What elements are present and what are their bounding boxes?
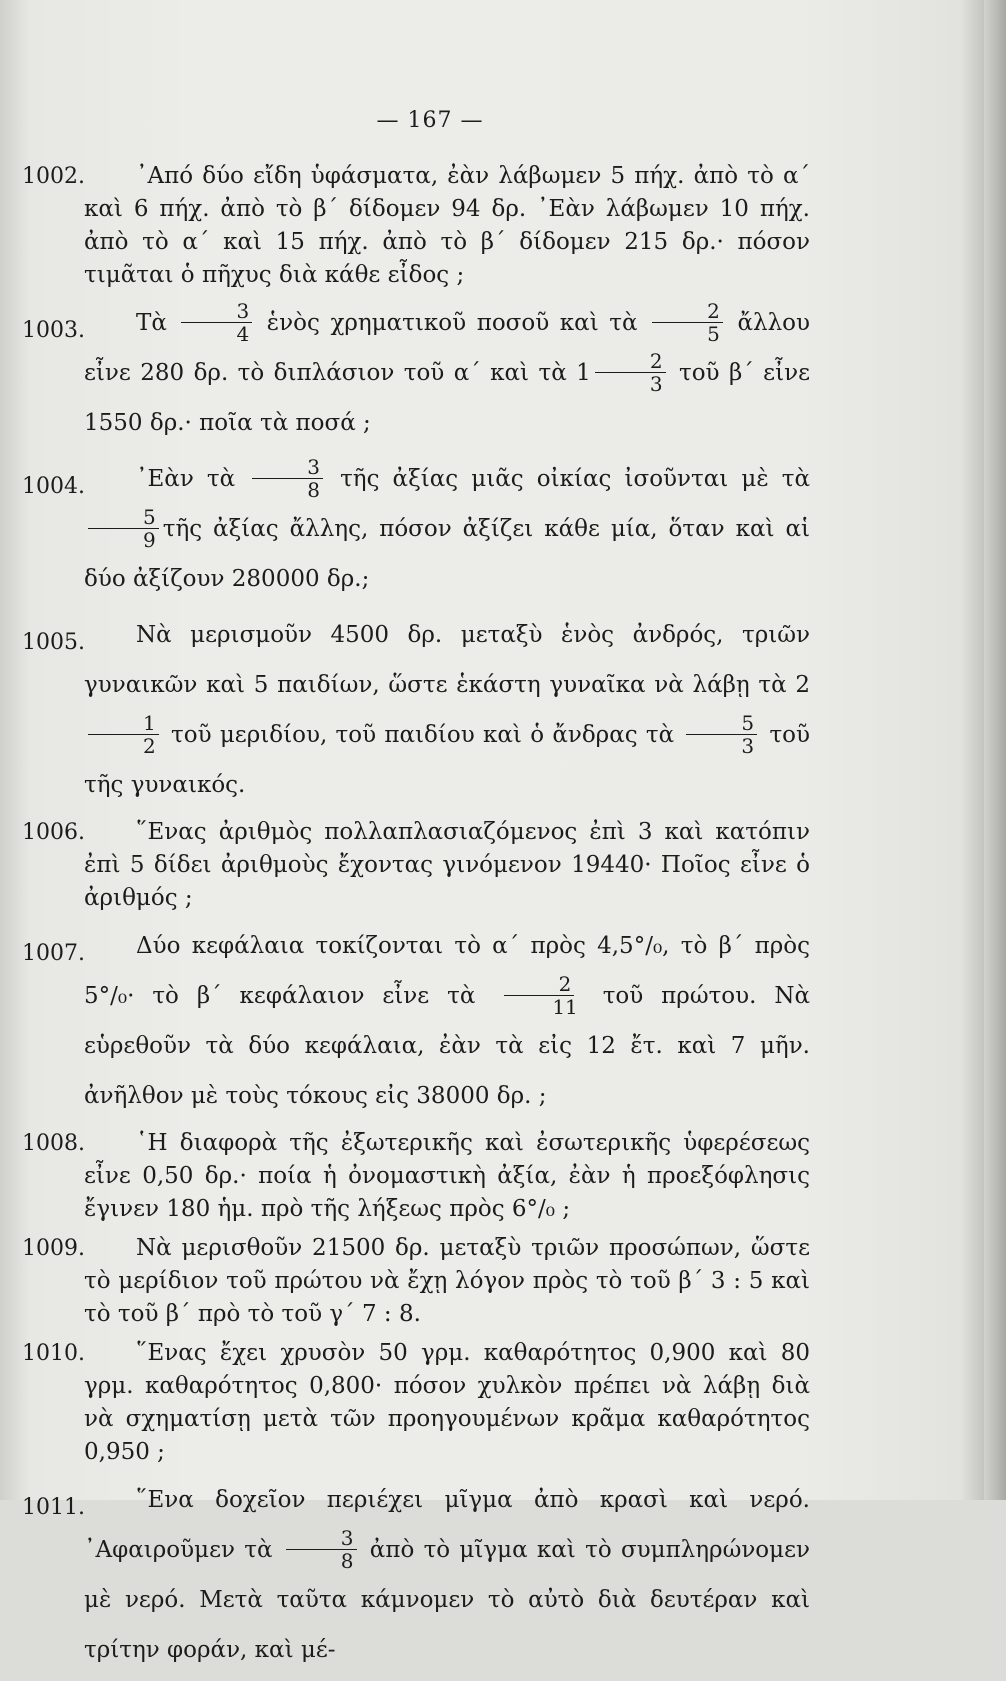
denominator: 5 — [707, 321, 720, 346]
page-fold-shadow — [984, 0, 1006, 1500]
numerator: 3 — [286, 1527, 357, 1550]
denominator: 3 — [649, 371, 663, 396]
text-segment: ἀπὸ τὸ μῖγμα καὶ τὸ συμπληρώνομεν μὲ νερό. Μετὰ ταῦτα κάμνομεν τὸ αὐτὸ διὰ δευτέραν καὶ τρίτην φοράν, καὶ μέ- — [84, 1537, 810, 1663]
fraction — [286, 1527, 357, 1572]
denominator: 11 — [552, 994, 578, 1019]
problem-number: 1009. — [22, 1236, 85, 1261]
problems-list — [22, 160, 810, 1681]
text-segment: τοῦ μεριδίου, τοῦ παιδίου καὶ ὁ ἄνδρας τὰ — [171, 722, 675, 748]
problem-1005 — [22, 610, 810, 810]
text-segment: τοῦ τῆς γυναικός. — [84, 722, 810, 798]
problem-number: 1002. — [22, 164, 85, 189]
problem-text: Νὰ μερισθοῦν 21500 δρ. μεταξὺ τριῶν προσώπων, ὥστε τὸ μερίδιον τοῦ πρώτου νὰ ἔχῃ λόγον πρὸς τὸ τοῦ β΄ 3 : 5 καὶ τὸ τοῦ β΄ πρὸ τὸ τοῦ γ΄ 7 : 8. — [84, 1235, 810, 1327]
problem-text — [84, 921, 810, 1121]
numerator: 5 — [686, 712, 757, 735]
numerator: 2 — [595, 350, 666, 373]
problem-1006 — [22, 816, 810, 915]
denominator: 2 — [143, 733, 156, 758]
problem-1011 — [22, 1475, 810, 1675]
problem-text: ῞Ενας ἔχει χρυσὸν 50 γρμ. καθαρότητος 0,900 καὶ 80 γρμ. καθαρότητος 0,800· πόσον χυλκὸν πρέπει νὰ λάβῃ διὰ νὰ σχηματίσῃ μετὰ τῶν προηγουμένων κρᾶμα καθαρότητος 0,950 ; — [84, 1340, 810, 1465]
fraction — [88, 506, 159, 551]
problem-text: ᾿Από δύο εἴδη ὑφάσματα, ἐὰν λάβωμεν 5 πήχ. ἀπὸ τὸ α΄ καὶ 6 πήχ. ἀπὸ τὸ β΄ δίδομεν 94 δρ. ᾿Εὰν λάβωμεν 10 πήχ. ἀπὸ τὸ α΄ καὶ 15 πήχ. ἀπὸ τὸ β΄ δίδομεν 215 δρ.· πόσον τιμᾶται ὁ πῆχυς διὰ κάθε εἶδος ; — [84, 163, 810, 288]
problem-number: 1004. — [22, 474, 85, 499]
numerator: 3 — [181, 300, 252, 323]
problem-1003 — [22, 298, 810, 448]
fraction — [652, 300, 723, 345]
problem-text — [84, 298, 810, 448]
numerator: 3 — [252, 456, 323, 479]
problem-text: ῾Η διαφορὰ τῆς ἐξωτερικῆς καὶ ἐσωτερικῆς ὑφερέσεως εἶνε 0,50 δρ.· ποία ἡ ὀνομαστικὴ ἀξία, ἐὰν ἡ προεξόφλησις ἔγινεν 180 ἡμ. πρὸ τῆς λήξεως πρὸς 6°/₀ ; — [84, 1130, 810, 1222]
problem-text — [84, 1475, 810, 1675]
denominator: 8 — [307, 477, 320, 502]
denominator: 8 — [340, 1548, 354, 1573]
problem-number: 1005. — [22, 630, 85, 655]
problem-number: 1010. — [22, 1341, 85, 1366]
problem-number: 1006. — [22, 820, 85, 845]
problem-number: 1011. — [22, 1495, 85, 1520]
problem-1004 — [22, 454, 810, 604]
text-segment: τοῦ β΄ εἶνε 1550 δρ.· ποῖα τὰ ποσά ; — [84, 360, 810, 436]
problem-number: 1003. — [22, 318, 85, 343]
numerator: 1 — [88, 712, 159, 735]
text-segment: Δύο κεφάλαια τοκίζονται τὸ α΄ πρὸς 4,5°/₀, τὸ β΄ πρὸς 5°/₀· τὸ β΄ κεφάλαιον εἶνε τὰ — [84, 933, 810, 1009]
page-number: — 167 — — [376, 108, 484, 133]
fraction — [181, 300, 252, 345]
text-segment: τοῦ πρώτου. Νὰ εὑρεθοῦν τὰ δύο κεφάλαια, ἐὰν τὰ εἰς 12 ἔτ. καὶ 7 μῆν. ἀνῆλθον μὲ τοὺς τόκους εἰς 38000 δρ. ; — [84, 983, 811, 1109]
text-segment: ἑνὸς χρηματικοῦ ποσοῦ καὶ τὰ — [266, 310, 638, 336]
numerator: 5 — [88, 506, 159, 529]
fraction — [252, 456, 323, 501]
problem-1002 — [22, 160, 810, 292]
denominator: 9 — [143, 527, 156, 552]
denominator: 4 — [236, 321, 250, 346]
problem-number: 1007. — [22, 941, 85, 966]
fraction — [88, 712, 159, 757]
text-segment: ῞Ενα δοχεῖον περιέχει μῖγμα ἀπὸ κρασὶ καὶ νερό. ᾿Αφαιροῦμεν τὰ — [84, 1487, 810, 1563]
text-segment: τῆς ἀξίας μιᾶς οἰκίας ἰσοῦνται μὲ τὰ — [340, 466, 811, 492]
fraction — [686, 712, 757, 757]
problem-1007 — [22, 921, 810, 1121]
problem-1010 — [22, 1337, 810, 1469]
fraction — [497, 973, 580, 1018]
problem-text — [84, 454, 810, 604]
text-segment: Νὰ μερισμοῦν 4500 δρ. μεταξὺ ἑνὸς ἀνδρός, τριῶν γυναικῶν καὶ 5 παιδίων, ὥστε ἑκάστη γυναῖκα νὰ λάβῃ τὰ 2 — [84, 622, 810, 698]
denominator: 3 — [741, 733, 755, 758]
text-segment: ἄλλου εἶνε 280 δρ. τὸ διπλάσιον τοῦ α΄ καὶ τὰ 1 — [84, 310, 810, 386]
text-segment: Τὰ — [136, 310, 167, 336]
fraction — [595, 350, 666, 395]
numerator: 2 — [652, 300, 723, 323]
numerator: 2 — [504, 973, 575, 996]
problem-text: ῞Ενας ἀριθμὸς πολλαπλασιαζόμενος ἐπὶ 3 καὶ κατόπιν ἐπὶ 5 δίδει ἀριθμοὺς ἔχοντας γινόμενον 19440· Ποῖος εἶνε ὁ ἀριθμός ; — [84, 819, 810, 911]
problem-text — [84, 610, 810, 810]
problem-1008 — [22, 1127, 810, 1226]
text-segment: ᾿Εὰν τὰ — [136, 466, 236, 492]
problem-1009 — [22, 1232, 810, 1331]
problem-number: 1008. — [22, 1131, 85, 1156]
text-segment: τῆς ἀξίας ἄλλης, πόσον ἀξίζει κάθε μία, ὅταν καὶ αἱ δύο ἀξίζουν 280000 δρ.; — [84, 516, 810, 592]
